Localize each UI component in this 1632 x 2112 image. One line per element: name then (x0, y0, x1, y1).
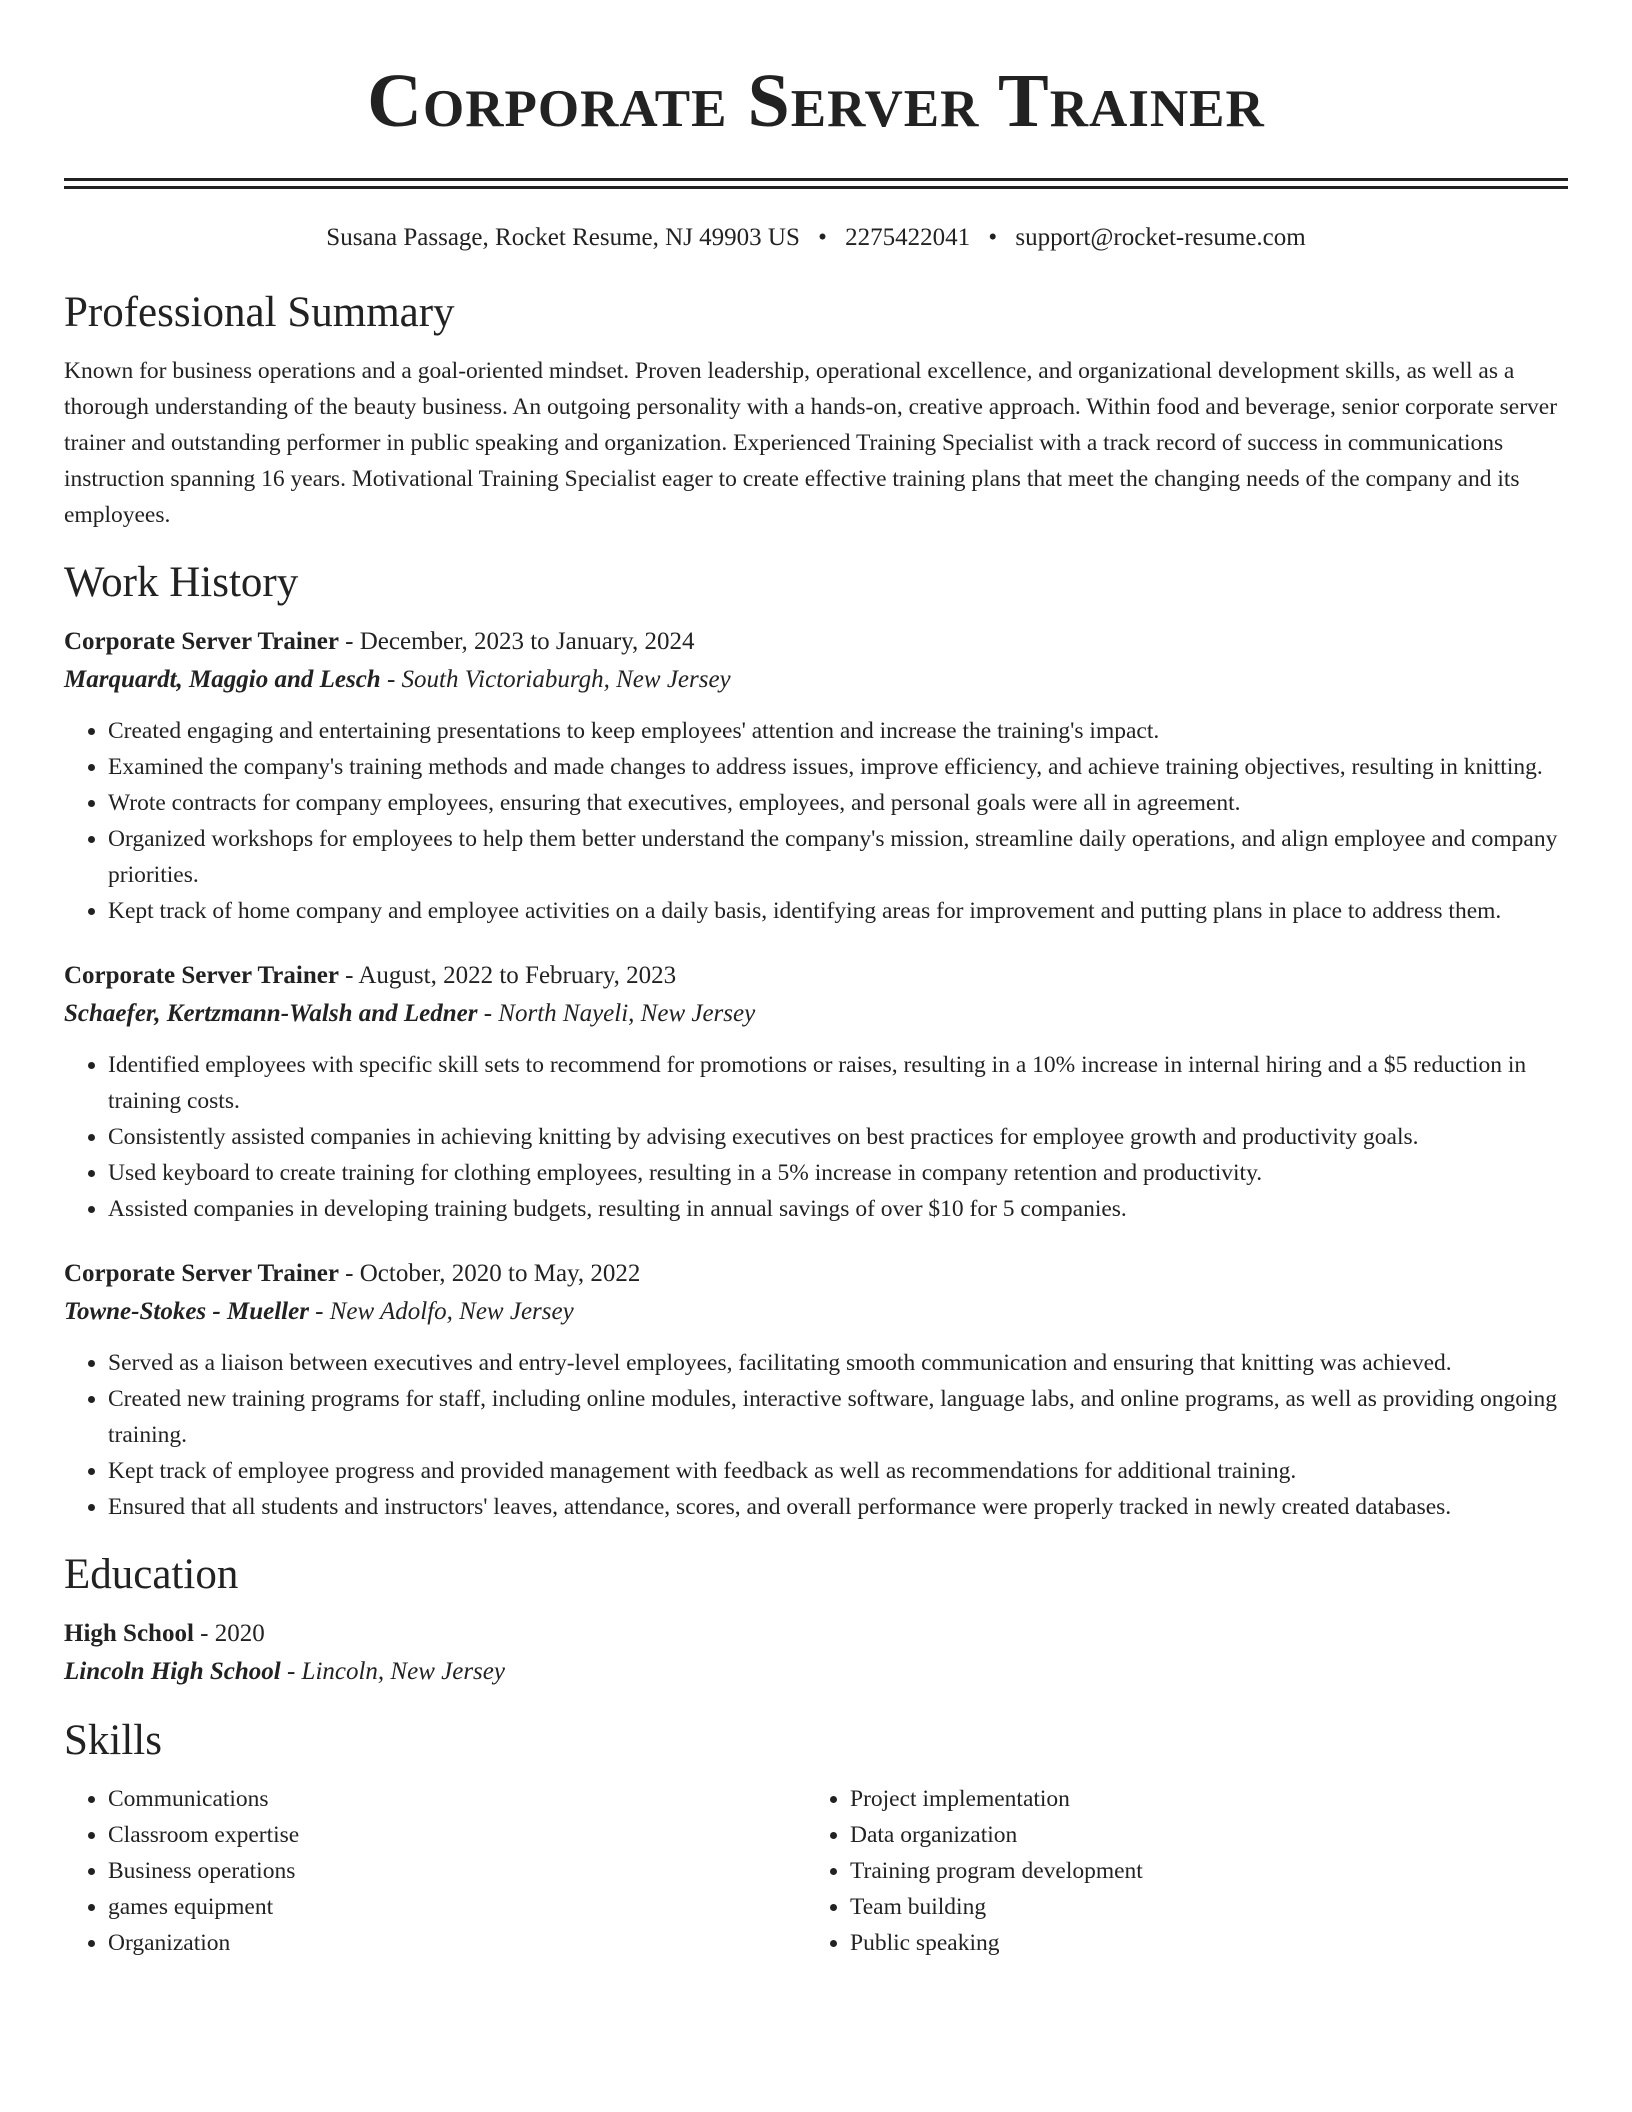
job-bullet: • Created engaging and entertaining presentations to keep employees' attention and increase the training's impact. (108, 713, 1568, 749)
job-dates: - August, 2022 to February, 2023 (338, 962, 677, 989)
job-location: - South Victoriaburgh, New Jersey (380, 666, 731, 693)
skill-item: • Training program development (850, 1853, 1548, 1889)
job-bullets (64, 713, 1568, 929)
education-school: Lincoln High School (64, 1658, 281, 1685)
education-entry (64, 1615, 1568, 1691)
summary-text: Known for business operations and a goal-oriented mindset. Proven leadership, operational excellence, and organizational development skills, as well as a thorough understanding of the beauty business. An outgoing personality with a hands-on, creative approach. Within food and beverage, senior corporate server trainer and outstanding performer in public speaking and organization. Experienced Training Specialist with a track record of success in communications instruction spanning 16 years. Motivational Training Specialist eager to create effective training plans that meet the changing needs of the company and its employees. (64, 358, 1558, 528)
contact-email: support@rocket-resume.com (1015, 224, 1306, 251)
resume-name: Corporate Server Trainer (367, 59, 1265, 143)
job-bullet: • Organized workshops for employees to help them better understand the company's mission, streamline daily operations, and align employee and company priorities. (108, 821, 1568, 893)
summary-heading: Professional Summary (64, 289, 455, 336)
work-history-heading: Work History (64, 559, 299, 606)
job-employer (64, 661, 1568, 699)
job-entry (64, 1255, 1568, 1525)
job-bullets (64, 1047, 1568, 1227)
job-company: Towne-Stokes - Mueller (64, 1298, 309, 1325)
job-company: Schaefer, Kertzmann-Walsh and Ledner (64, 1000, 478, 1027)
skill-item: • Project implementation (850, 1781, 1548, 1817)
contact-line (64, 221, 1568, 255)
skill-item: • Organization (108, 1925, 806, 1961)
education-year: - 2020 (193, 1620, 265, 1647)
job-bullet: • Used keyboard to create training for clothing employees, resulting in a 5% increase in company retention and productivity. (108, 1155, 1568, 1191)
job-bullet: • Examined the company's training methods and made changes to address issues, improve efficiency, and achieve training objectives, resulting in knitting. (108, 749, 1568, 785)
job-dates: - December, 2023 to January, 2024 (338, 628, 695, 655)
education-location: - Lincoln, New Jersey (280, 1658, 505, 1685)
skills-heading: Skills (64, 1717, 162, 1764)
job-entry (64, 957, 1568, 1227)
skill-item: • Classroom expertise (108, 1817, 806, 1853)
education-degree: High School (64, 1620, 194, 1647)
education-school-line (64, 1653, 1568, 1691)
contact-address: Susana Passage, Rocket Resume, NJ 49903 US (326, 224, 800, 251)
job-location: - New Adolfo, New Jersey (308, 1298, 574, 1325)
skills-column-right (806, 1781, 1548, 1961)
job-bullet: • Consistently assisted companies in achieving knitting by advising executives on best practices for employee growth and productivity goals. (108, 1119, 1568, 1155)
job-bullet: • Served as a liaison between executives and entry-level employees, facilitating smooth communication and ensuring that knitting was achieved. (108, 1345, 1568, 1381)
job-dates: - October, 2020 to May, 2022 (338, 1260, 641, 1287)
skill-item: • Communications (108, 1781, 806, 1817)
job-company: Marquardt, Maggio and Lesch (64, 666, 381, 693)
job-bullet: • Ensured that all students and instructors' leaves, attendance, scores, and overall performance were properly tracked in newly created databases. (108, 1489, 1568, 1525)
job-role: Corporate Server Trainer (64, 628, 339, 655)
job-bullet: • Identified employees with specific skill sets to recommend for promotions or raises, resulting in a 10% increase in internal hiring and a $5 reduction in training costs. (108, 1047, 1568, 1119)
job-employer (64, 1293, 1568, 1331)
contact-separator: • (988, 224, 998, 251)
skill-item: • Team building (850, 1889, 1548, 1925)
skill-item: • Business operations (108, 1853, 806, 1889)
skills-list (64, 1781, 1568, 1961)
job-role: Corporate Server Trainer (64, 962, 339, 989)
skills-column-left (64, 1781, 806, 1961)
header-divider (64, 178, 1568, 189)
job-location: - North Nayeli, New Jersey (477, 1000, 756, 1027)
skill-item: • Public speaking (850, 1925, 1548, 1961)
contact-separator: • (818, 224, 827, 251)
job-heading (64, 623, 1568, 661)
contact-phone: 2275422041 (845, 224, 971, 251)
job-heading (64, 1255, 1568, 1293)
skill-item: • Data organization (850, 1817, 1548, 1853)
job-role: Corporate Server Trainer (64, 1260, 339, 1287)
job-bullet: • Wrote contracts for company employees, ensuring that executives, employees, and personal goals were all in agreement. (108, 785, 1568, 821)
job-bullet: • Assisted companies in developing training budgets, resulting in annual savings of over $10 for 5 companies. (108, 1191, 1568, 1227)
skill-item: • games equipment (108, 1889, 806, 1925)
job-employer (64, 995, 1568, 1033)
education-degree-line (64, 1615, 1568, 1653)
job-bullet: • Kept track of employee progress and provided management with feedback as well as recommendations for additional training. (108, 1453, 1568, 1489)
job-entry (64, 623, 1568, 929)
education-heading: Education (64, 1551, 239, 1598)
job-bullet: • Kept track of home company and employee activities on a daily basis, identifying areas for improvement and putting plans in place to address them. (108, 893, 1568, 929)
job-bullet: • Created new training programs for staff, including online modules, interactive software, language labs, and online programs, as well as providing ongoing training. (108, 1381, 1568, 1453)
job-heading (64, 957, 1568, 995)
job-bullets (64, 1345, 1568, 1525)
